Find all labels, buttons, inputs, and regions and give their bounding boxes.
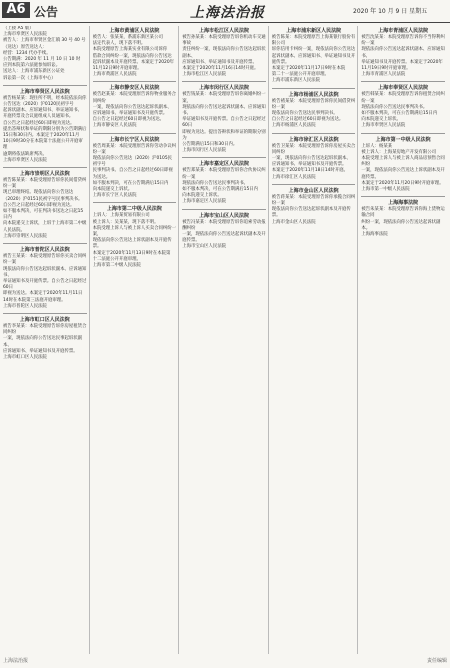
notice-separator	[93, 133, 177, 134]
footer-left: 上海法治报	[3, 658, 29, 664]
notice-line: 上海市宝山区人民法院	[182, 244, 227, 250]
notice-title: 上海市静安区人民法院	[109, 85, 160, 92]
notice-line: 自公告之日起经过60日即视为送达。	[3, 120, 75, 126]
notice-line: 上海市奉贤区人民法院	[3, 32, 47, 38]
notice-body	[93, 92, 177, 129]
notice-separator	[361, 196, 445, 197]
notice-line: 起诉状副本及开庭传票。本案定于2020年	[92, 59, 175, 65]
notice-line: 举证通知书及开庭传票。自公告之日起经过60日	[3, 278, 87, 291]
notice-title: 上海市普陀区人民法院	[19, 247, 70, 254]
notice-line: 一案，现依法向你公告送达起诉状副本、	[271, 156, 351, 162]
notice-body	[3, 254, 87, 310]
notice-body	[361, 92, 445, 129]
notice-title: 上海海事法院	[388, 200, 419, 207]
notice-body	[93, 35, 177, 78]
notice-line: 本案定于2020年11月18日14时开庭。	[271, 168, 349, 174]
notice-line: 送达人：上海市浦东新区公证处	[3, 69, 65, 75]
notice-body	[272, 99, 356, 130]
notice-separator	[3, 85, 87, 86]
notice-line: 被告杨某某：现住所不明，经本院依法向你公告送达（2020）沪0120民初字号	[3, 95, 87, 108]
notice-body	[272, 35, 356, 85]
notice-column-3	[182, 26, 269, 654]
notice-line: 上海市浦东新区人民法院	[271, 78, 321, 84]
notice-line: 借款合同纠纷一案，现依法向你公告送达	[92, 53, 172, 59]
notice-line: 上海市奉贤区人民法院	[361, 123, 406, 129]
notice-line: 被告韩某某：本院受理原告诉你租赁合同纠纷一案	[361, 92, 445, 104]
notice-title: 上海市虹口区人民法院	[19, 316, 70, 323]
notice-line: 应诉通知书、举证通知书及开庭传票。	[92, 111, 168, 117]
notice-title: 上海市奉贤区人民法院	[378, 85, 429, 92]
notice-line: 如不服本判决，可在判决书送达之日起15日内	[3, 209, 84, 221]
notice-line: 本院受理上诉人与被上诉人买卖合同纠纷一案，	[92, 225, 177, 238]
notice-separator	[272, 133, 356, 134]
notice-title: 上海市奉贤区人民法院	[19, 88, 70, 95]
notice-line: （2020）沪0151民初字号民事判决书。	[3, 196, 83, 202]
notice-line: 现已审理终结。现依法向你公告送达	[3, 190, 74, 196]
notice-line: 被上诉人：上海某房地产开发有限公司	[361, 149, 437, 155]
notice-line: 本案定于2020年11月20日9时开庭审理。	[361, 180, 444, 186]
notice-line: 现依法向你公告送达（2020）沪0105民初字号	[92, 156, 173, 168]
notice-separator	[272, 184, 356, 185]
page-footer	[3, 655, 447, 665]
notice-line: 应诉通知书、举证通知书及开庭传票。	[182, 59, 257, 65]
notice-body	[3, 96, 87, 164]
notice-line: 上海市长宁区人民法院	[92, 193, 137, 199]
notice-line: 自公告之日起经过60日即视为送达。	[92, 117, 165, 123]
notice-body	[361, 35, 445, 78]
notice-line: 一案，现依法向你公告送达民事起诉状副本、	[3, 336, 83, 348]
notice-line: 诉你信用卡纠纷一案，现依法向你公告送达	[271, 47, 356, 53]
notice-column-5	[361, 26, 447, 654]
notice-line: 现依法向你公告送达起诉状副本、应诉通知书、	[361, 47, 445, 59]
notice-title: 上海市宝山区人民法院	[198, 212, 249, 219]
notice-line: 14时在本院第三法庭开庭审理。	[3, 297, 66, 303]
notice-separator	[182, 157, 266, 158]
notice-line: 上海市普陀区人民法院	[3, 303, 47, 309]
notice-line: 自公告之日起经过60日即视为送达。	[271, 117, 344, 123]
notice-line: 被告孙某某：本院受理原告诉你机动车交通事故	[182, 35, 266, 47]
notice-line: 被告郑某某：本院受理原告诉你合伙协议纠纷一案	[182, 168, 266, 180]
notice-line: 上海市静安区人民法院	[92, 123, 137, 129]
notice-line: 上海市第二中级人民法院	[92, 263, 141, 269]
notice-line: 被告赵某某：本院受理原告诉你物业服务合同纠纷	[92, 92, 177, 104]
notice-line: 现依法向你公告送达起诉状副本、应诉通知书、	[182, 104, 266, 117]
notice-line: 上海市金山区人民法院	[271, 219, 316, 225]
section-label: 公告	[34, 5, 59, 19]
notice-line: 现依法向你公告送达民事判决书。	[361, 104, 428, 110]
notice-line: 上海市崇明区人民法院	[3, 233, 47, 239]
notice-line: 上诉人：杨某某	[361, 143, 393, 149]
notice-line: 上海市徐汇区人民法院	[271, 174, 316, 180]
notice-line: 现依法向你公告送达上诉状副本及开庭传票。	[92, 238, 172, 250]
notice-line: 被告陈某：本院受理原告上海某银行股份有限公司	[271, 35, 356, 47]
notice-line: 第二十一法庭公开开庭审理。	[271, 72, 329, 78]
notice-line: 上海市青浦区人民法院	[361, 72, 406, 78]
notice-line: 15日和30日内。本案定于2020年11月	[3, 133, 80, 139]
notice-separator	[3, 313, 87, 314]
notice-separator	[93, 202, 177, 203]
notice-line: 被告沈某某：本院受理原告诉你不当得利纠纷一案	[361, 35, 445, 47]
page-header	[0, 0, 450, 23]
notice-line: （送达）原告送达人：	[3, 44, 47, 50]
notice-separator	[361, 81, 445, 82]
notice-title: 上海市青浦区人民法院	[378, 28, 429, 34]
notice-line: 纠纷一案，现依法向你公告送达起诉状副本。	[361, 219, 441, 231]
notice-line: 开庭传票及合议庭组成人员通知书。	[3, 114, 74, 120]
notice-line: 应诉通知书、举证通知书及开庭传票。	[271, 162, 347, 168]
notice-line: 上海市黄浦区人民法院	[92, 72, 137, 78]
notice-line: 诉讼第一次（上海市中心）	[3, 75, 56, 81]
notice-separator	[182, 81, 266, 82]
notice-line: 上海海事法院	[361, 232, 388, 238]
notice-line: 十二法庭公开开庭审理。	[92, 256, 141, 262]
notice-line: 被告卫某某：本院受理原告诉你房屋买卖合同纠纷	[271, 143, 356, 155]
notice-line: 公告期满后15日和30日内。	[182, 142, 238, 148]
notice-line: 起诉状副本、应诉通知书、举证通知书、	[3, 108, 83, 114]
notice-body	[272, 144, 356, 181]
notice-body	[3, 324, 87, 361]
notice-line: 被告人：张某某，系浦东新区某公司	[92, 35, 163, 40]
notice-line: 即视为送达。本案定于2020年11月11日	[3, 291, 83, 297]
notice-line: 现依法向你公告送达起诉状副本及开庭传票。	[271, 207, 351, 219]
notice-column-4	[272, 26, 359, 654]
notice-line: 一案，现依法向你公告送达起诉状副本、	[92, 104, 172, 110]
notice-title: 上海市嘉定区人民法院	[198, 161, 249, 168]
notice-separator	[3, 167, 87, 168]
page-number-badge: A6	[2, 2, 30, 18]
notice-column-1	[3, 26, 90, 654]
notice-body	[3, 178, 87, 240]
notice-body	[182, 92, 266, 154]
notice-title: 上海市崇明区人民法院	[19, 171, 70, 178]
notice-body	[361, 207, 445, 238]
notice-title: 上海市浦东新区人民法院	[286, 28, 342, 34]
notice-title: 上海市闵行区人民法院	[198, 85, 249, 92]
notice-line: 本院受理上诉人与被上诉人商品房预售合同纠纷	[361, 156, 445, 168]
notice-title: 上海市第二中级人民法院	[106, 206, 162, 213]
notice-body	[361, 144, 445, 194]
notice-line: 民事判决书。自公告之日起经过60日即视为送达。	[92, 168, 173, 180]
notice-line: 被告褚某某：本院受理原告诉你民间借贷纠纷一案	[271, 98, 356, 110]
notice-body	[3, 26, 87, 82]
notice-line: 被上诉人：吴某某，现下落不明。	[92, 219, 159, 225]
notice-line: 本院受理原告上海某实业有限公司诉你	[92, 47, 168, 53]
notice-line: 被告陈某某：本院受理原告诉你民间借贷纠纷一案	[3, 178, 87, 190]
notice-line: 上海市松江区人民法院	[182, 72, 227, 78]
issue-date: 2020 年 10 月 9 日 星期五	[353, 8, 428, 15]
notice-line: 本案定于2020年11月16日14时开庭。	[182, 66, 259, 72]
notice-body	[93, 213, 177, 269]
notice-title: 上海市金山区人民法院	[288, 187, 339, 194]
notice-columns	[3, 26, 447, 654]
notice-line: 上诉人：上海某贸易有限公司	[92, 213, 150, 219]
notice-title: 上海市松江区人民法院	[198, 28, 249, 34]
notice-line: 11月19日9时开庭审理。	[361, 66, 411, 72]
notice-separator	[93, 81, 177, 82]
notice-line: 上海市闵行区人民法院	[182, 148, 227, 154]
notice-line: 现依法向你公告送达民事判决书。	[271, 111, 338, 117]
notice-line: 11月12日9时开庭审理。	[92, 66, 142, 72]
notice-line: （上接 A5 版）	[3, 26, 34, 31]
notice-line: 自公告之日起经过60日即视为送达。	[3, 202, 75, 208]
notice-line: 现依法向你公告送达民事判决书。	[182, 180, 249, 186]
notice-line: 现依法向你公告送达起诉状副本、应诉通知书、	[3, 266, 87, 278]
notice-line: 上海市嘉定区人民法院	[182, 199, 227, 205]
notice-title: 上海市徐汇区人民法院	[288, 136, 339, 143]
notice-line: 举证通知书及开庭传票。本案定于2020年	[361, 59, 443, 65]
notice-title: 上海市黄浦区人民法院	[109, 28, 160, 34]
newspaper-masthead: 上海法治报	[190, 5, 265, 21]
notice-separator	[272, 88, 356, 89]
notice-line: 被告李某某：本院受理原告诉你房屋租赁合同纠纷	[3, 323, 87, 336]
notice-line: 被告钱某某：本院受理原告诉你离婚纠纷一案，	[182, 92, 266, 104]
notice-line: 本案定于2020年11月17日9时在本院	[271, 66, 346, 72]
notice-line: 向本院递交上诉状。	[92, 187, 133, 193]
notice-line: 上海市奉贤区人民法院	[3, 157, 47, 163]
notice-separator	[182, 209, 266, 210]
notice-body	[93, 144, 177, 200]
notice-line: 举证通知书及开庭传票。自公告之日起经过60日	[182, 117, 266, 129]
notice-line: 向本院递交上诉状。	[361, 117, 401, 123]
notice-line: 上海市第一中级人民法院	[361, 187, 410, 193]
notice-body	[182, 35, 266, 78]
notice-line: 如不服本判决，可在公告期满后15日内	[182, 187, 259, 193]
notice-line: 向本院递交上诉状。	[182, 193, 222, 199]
notice-line: 逾期将依法缺席判决。	[3, 151, 47, 157]
notice-line: 被告人：上海市奉贤区金汇镇 30 号 40 号	[3, 38, 86, 44]
notice-line: 本案定于2020年11月13日9时在本院第	[92, 250, 171, 256]
notice-line: 法定代表人，现下落不明。	[92, 41, 146, 47]
notice-body	[182, 168, 266, 205]
notice-line: 应诉通知书、举证通知书及开庭传票。	[3, 348, 78, 354]
notice-title: 上海市杨浦区人民法院	[288, 91, 339, 98]
notice-title: 上海市第一中级人民法院	[375, 136, 431, 143]
notice-line: 被告蒋某某：本院受理原告诉你承揽合同纠纷一案	[271, 194, 356, 207]
notice-separator	[3, 243, 87, 244]
notice-line: 经营：1234 代办手续。	[3, 50, 51, 56]
notice-line: 上海市虹口区人民法院	[3, 354, 47, 360]
notice-line: 提出答辩状和举证的期限分别为公告期满后	[3, 126, 87, 132]
notice-title: 上海市长宁区人民法院	[109, 136, 160, 143]
notice-line: 被告朱某某：本院受理原告诉你海上货物运输合同	[361, 207, 445, 219]
notice-line: 起诉状副本、应诉通知书、举证通知书及开庭传票。	[271, 53, 356, 65]
notice-line: 10日9时30分在本院第十法庭公开开庭审理	[3, 139, 83, 151]
footer-right: 责任编辑	[426, 658, 447, 664]
notice-line: 如不服本判决，可在公告期满后15日内	[92, 180, 169, 186]
notice-body	[272, 195, 356, 226]
notice-line: 一案，现依法向你公告送达起诉状副本及开庭传票。	[182, 232, 266, 244]
notice-body	[182, 220, 266, 251]
notice-line: 上海市杨浦区人民法院	[271, 123, 316, 129]
notice-line: 被告冯某某：本院受理原告诉你追索劳动报酬纠纷	[182, 219, 266, 231]
notice-line: 一案，现依法向你公告送达上诉状副本及开庭传票。	[361, 168, 445, 180]
notice-column-2	[93, 26, 180, 654]
notice-line: 被告周某某：本院受理原告诉你劳动争议纠纷一案	[92, 143, 177, 155]
notice-line: 即视为送达。提出答辩状和举证的期限分别为	[182, 129, 266, 141]
notice-line: 被告王某某：本院受理原告诉你买卖合同纠纷一案	[3, 254, 87, 266]
notice-line: 责任纠纷一案，现依法向你公告送达起诉状副本、	[182, 47, 266, 59]
notice-separator	[361, 133, 445, 134]
notice-line: 应到本院第六法庭参加诉讼。	[3, 63, 61, 69]
notice-line: 如不服本判决，可在公告期满后15日内	[361, 111, 438, 117]
notice-line: 公告期满：2020 年 11 月 10 日 10 时	[3, 57, 81, 63]
notice-line: 向本院递交上诉状，上诉于上海市第二中级人民法院。	[3, 221, 87, 233]
